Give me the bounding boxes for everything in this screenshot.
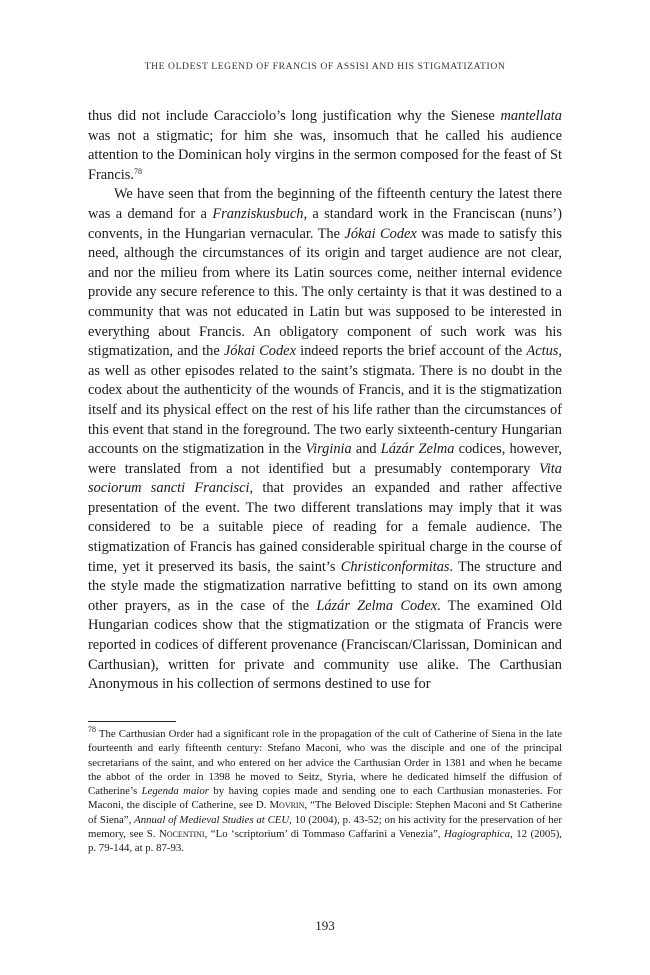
footnote-marker: 78 [133,166,142,176]
text-run: The Carthusian Order had a significant role in the propagation of the cult of Catherine of Siena in the late fourteenth and early fifteenth century: Stefano Maconi, who was the disciple and one of the principal secretarians of the saint, and who entered on her advice the Carthusian Order in 1381 and when he became the abbot of the order in 1398 he moved to Seitz, Styria, where he dedicated himself the diffusion of Catherine’s [88,728,562,798]
author-name: Movrin [269,799,305,812]
italic-text: Vita sociorum sancti Francisci [88,460,562,497]
text-run: , as well as other episodes related to the saint’s stigmata. There is no doubt in the codex about the authenticity of the wounds of Francis, and it is the stigmatization itself and its physical effect on the rest of his life rather than the circumstances of this event that stand in the foreground. The two early sixteenth-century Hungarian accounts on the stigmatization in the [88,343,562,458]
text-run: was made to satisfy this need, although the circumstances of its origin and target audience are not clear, and nor the milieu from where its Latin sources come, neither internal evidence provide any secure reference to this. The only certainty is that it was destined to a community that was not educated in Latin but was supposed to be interested in everything about Francis. An obligatory component of such work was his stigmatization, and the [88,225,563,360]
italic-text: Jókai Codex [223,343,296,360]
italic-text: Hagiographica [444,828,510,841]
text-run: was not a stigmatic; for him she was, insomuch that he called his audience attention to the Dominican holy virgins in the sermon composed for the feast of St Francis. [88,127,562,183]
italic-text: Jókai Codex [344,225,417,242]
text-run: , a standard work in the Franciscan (nuns’) convents, in the Hungarian vernacular. The [88,205,562,242]
italic-text: Lázár Zelma Codex [316,597,438,614]
text-run: , “The Beloved Disciple: Stephen Maconi and St Catherine of Siena”, [88,799,562,826]
footnote-78 [88,727,562,856]
author-name: Nocentini [159,828,205,841]
italic-text: Annual of Medieval Studies at CEU [134,813,290,826]
text-run: , that provides an expanded and rather affective presentation of the event. The two different translations may imply that it was considered to be a suitable piece of reading for a female audience. The stigmatization of Francis has gained considerable spiritual charge in the course of time, yet it preserved its basis, the saint’s [88,480,562,575]
text-run: We have seen that from the beginning of the fifteenth century the latest there was a demand for a [88,186,562,222]
paragraph [88,107,562,185]
italic-text: Actus [526,343,559,360]
text-run: , “Lo ‘scriptorium’ di Tommaso Caffarini a Venezia”, [204,828,444,841]
italic-text: Legenda maior [141,785,209,798]
page-number: 193 [315,918,335,933]
body-text [88,107,562,695]
italic-text: Franziskusbuch [212,205,304,222]
running-head: THE OLDEST LEGEND OF FRANCIS OF ASSISI AND HIS STIGMATIZATION [144,61,506,72]
footnotes [88,727,562,856]
text-run: by having copies made and sending one to each Carthusian monasteries. For Maconi, the disciple of Catherine, see D. [88,785,562,812]
footnote-rule [88,721,176,722]
text-run: . The examined Old Hungarian codices show that the stigmatization or the stigmata of Francis were reported in codices of different provenance (Franciscan/Clarissan, Dominican and Carthusian), written for private and community use alike. The Carthusian Anonymous in his collection of sermons destined to use for [88,597,563,693]
text-run: , 12 (2005), p. 79-144, at p. 87-93. [88,828,562,855]
text-run: and [351,441,381,458]
text-run: thus did not include Caracciolo’s long justification why the Sienese [88,108,501,124]
italic-text: Lázár Zelma [380,441,455,458]
footnote-marker: 78 [88,725,96,734]
text-run: . The structure and the style made the stigmatization narrative befitting to stand on its own among other prayers, as in the case of the [88,558,562,614]
italic-text: Virginia [305,441,352,458]
italic-text: Christiconformitas [340,558,450,575]
text-run: , 10 (2004), p. 43-52; on his activity for the preservation of her memory, see S. [88,813,562,841]
italic-text: mantellata [500,108,562,124]
text-run: indeed reports the brief account of the [295,343,527,360]
paragraph [88,185,562,694]
text-run: codices, however, were translated from a not identified but a presumably contemporary [88,441,563,477]
